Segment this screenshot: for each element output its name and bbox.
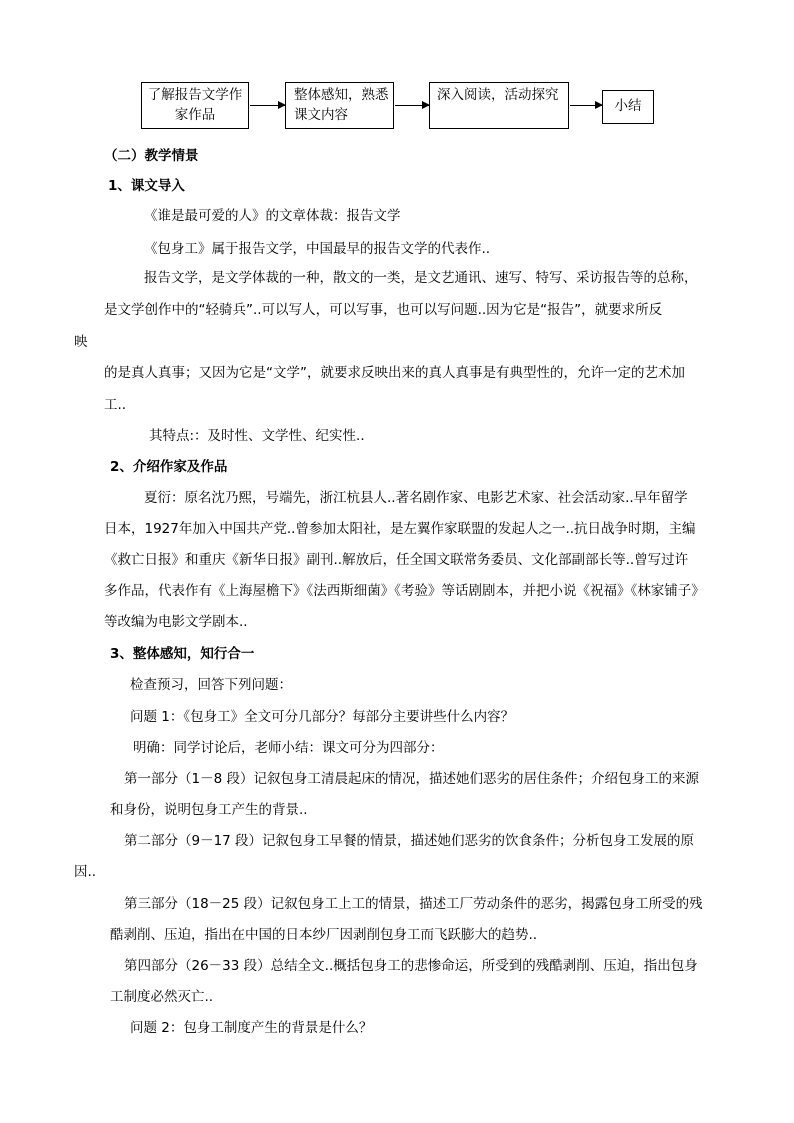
flow-box-1-label: 了解报告文学作家作品	[147, 87, 243, 123]
section-heading: （二）教学情景	[104, 148, 199, 164]
s3-line8: 第三部分（18－25 段）记叙包身工上工的情景，描述工厂劳动条件的恶劣，揭露包身工所受的残	[124, 896, 703, 912]
s3-line11: 工制度必然灭亡..	[110, 989, 214, 1005]
s2-line5: 等改编为电影文学剧本..	[104, 614, 248, 630]
s1-p1: 《谁是最可爱的人》的文章体裁：报告文学	[144, 208, 401, 224]
flow-box-2-label: 整体感知，熟悉课文内容	[294, 87, 389, 123]
flow-box-3-label: 深入阅读，活动探究	[437, 87, 559, 103]
flow-box-4	[602, 90, 654, 124]
s1-p3-line4: 的是真人真事；又因为它是“文学”，就要求反映出来的真人真事是有典型性的，允许一定的艺术加	[104, 365, 685, 381]
s3-line1: 检查预习，回答下列问题：	[130, 677, 292, 693]
s3-line7: 因..	[74, 864, 97, 880]
s3-line9: 酷剥削、压迫，指出在中国的日本纱厂因剥削包身工而飞跃膨大的趋势..	[110, 927, 538, 943]
s2-heading: 2、介绍作家及作品	[110, 459, 228, 475]
s1-p3-line2: 是文学创作中的“轻骑兵”..可以写人，可以写事，也可以写问题..因为它是“报告”，就要求所反	[104, 302, 663, 318]
s1-p2: 《包身工》属于报告文学，中国最早的报告文学的代表作..	[144, 241, 491, 257]
s1-p4: 其特点:：及时性、文学性、纪实性..	[149, 428, 365, 444]
s1-heading: 1、课文导入	[108, 178, 185, 194]
s3-line6: 第二部分（9－17 段）记叙包身工早餐的情景，描述她们恶劣的饮食条件；分析包身工发展的原	[124, 833, 695, 849]
s3-line3: 明确：同学讨论后，老师小结：课文可分为四部分：	[133, 740, 444, 756]
s2-line4: 多作品，代表作有《上海屋檐下》《法西斯细菌》《考验》等话剧剧本，并把小说《祝福》《林家铺子》	[104, 583, 705, 599]
s3-line4: 第一部分（1－8 段）记叙包身工清晨起床的情况，描述她们恶劣的居住条件；介绍包身工的来源	[124, 771, 699, 787]
s3-line2: 问题 1：《包身工》全文可分几部分？每部分主要讲些什么内容？	[130, 709, 515, 725]
s2-line1: 夏衍：原名沈乃熙，号端先，浙江杭县人..著名剧作家、电影艺术家、社会活动家..早年留学	[144, 490, 688, 506]
s3-line12: 问题 2：包身工制度产生的背景是什么？	[130, 1020, 373, 1036]
flow-arrow-3	[570, 105, 602, 106]
s1-p3-line1: 报告文学，是文学体裁的一种，散文的一类，是文艺通讯、速写、特写、采访报告等的总称，	[144, 270, 698, 286]
flow-box-2	[285, 82, 394, 129]
s3-line10: 第四部分（26－33 段）总结全文..概括包身工的悲惨命运，所受到的残酷剥削、压迫，指出包身	[124, 958, 698, 974]
s1-p3-line3: 映	[74, 334, 88, 350]
flow-box-3	[429, 82, 569, 129]
s1-p3-line5: 工..	[104, 397, 127, 413]
s2-line2: 日本，1927年加入中国共产党..曾参加太阳社，是左翼作家联盟的发起人之一..抗日战争时期，主编	[104, 521, 696, 537]
s3-heading: 3、整体感知，知行合一	[110, 646, 255, 662]
flow-box-4-label: 小结	[614, 98, 642, 114]
flow-box-1	[141, 82, 249, 129]
s2-line3: 《救亡日报》和重庆《新华日报》副刊..解放后，任全国文联常务委员、文化部副部长等..曾写过许	[104, 552, 689, 568]
flow-arrow-2	[395, 105, 429, 106]
flow-arrow-1	[250, 105, 285, 106]
s3-line5: 和身份，说明包身工产生的背景..	[110, 802, 308, 818]
